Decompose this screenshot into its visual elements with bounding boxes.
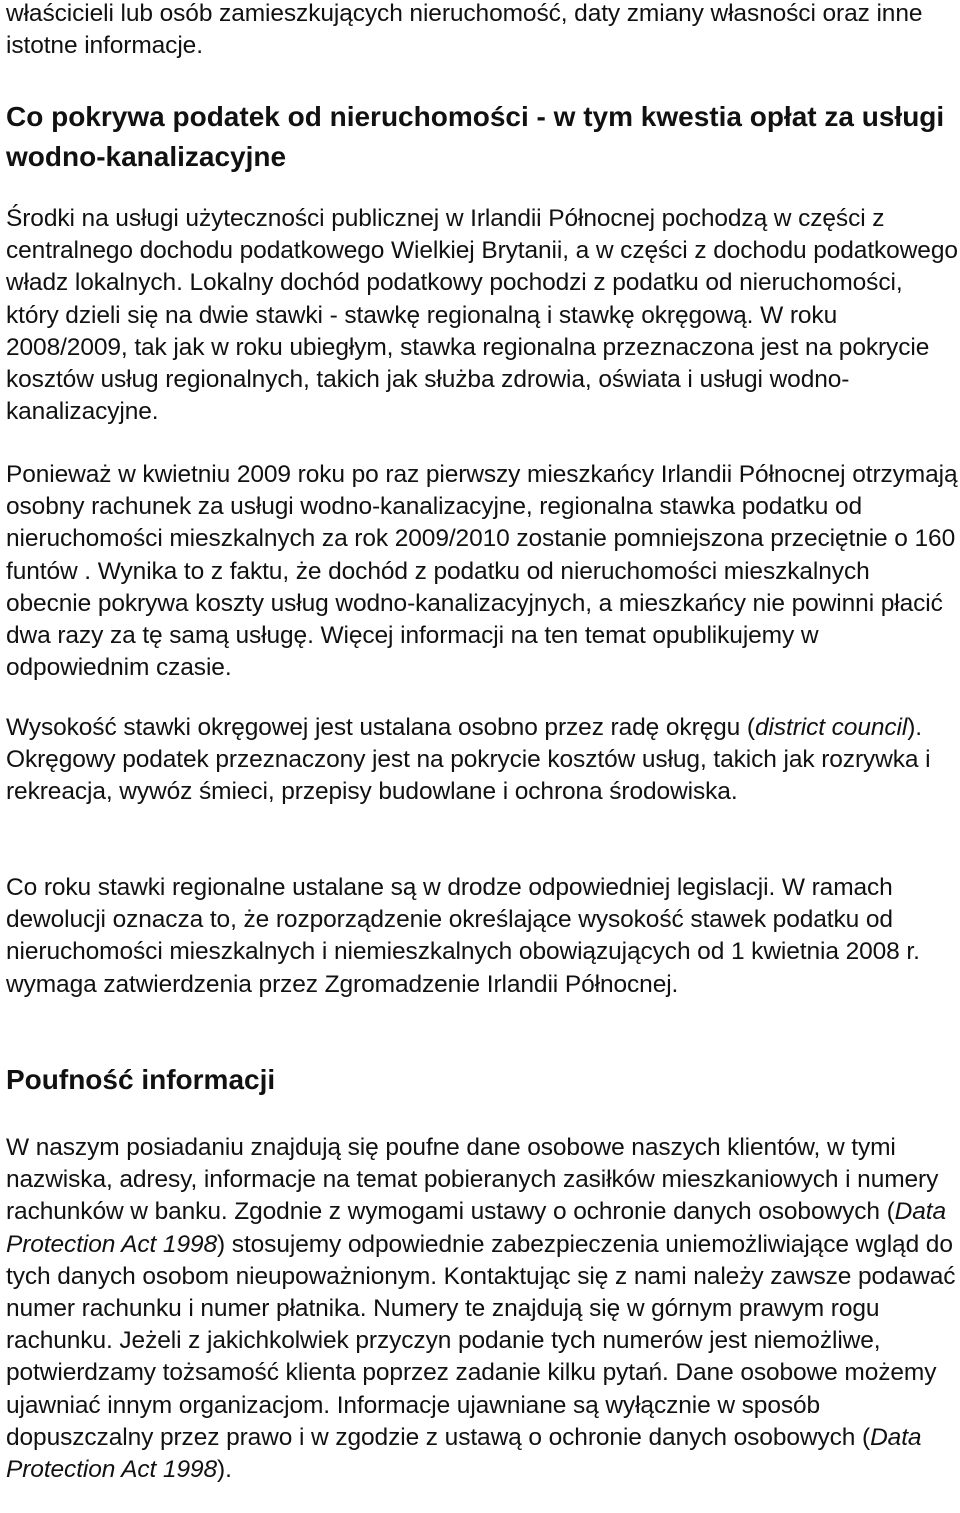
section-heading-property-tax-coverage: Co pokrywa podatek od nieruchomości - w tym kwestia opłat za usługi wodno-kanalizacyjne [6,101,945,172]
confidentiality-text-b: ) stosujemy odpowiednie zabezpieczenia uniemożliwiające wgląd do tych danych osobom nieupoważnionym. Kontaktując się z nami należy zawsze podawać numer rachunku i numer płatnika. Numery te znajdują się w górnym prawym rogu rachunku. Jeżeli z jakichkolwiek przyczyn podanie tych numerów jest niemożliwe, potwierdzamy tożsamość klienta poprzez zadanie kilku pytań. Dane osobowe możemy ujawniać innym organizacjom. Informacje ujawniane są wyłącznie w sposób dopuszczalny przez prawo i w zgodzie z ustawą o ochronie danych osobowych ( [6,1230,956,1451]
confidentiality-text-c: ). [217,1456,232,1484]
data-protection-act-italic-1: Data Protection Act 1998 [6,1198,947,1258]
paragraph-water-charges: Ponieważ w kwietniu 2009 roku po raz pierwszy mieszkańcy Irlandii Północnej otrzymają osobny rachunek za usługi wodno-kanalizacyjne, regionalna stawka podatku od nieruchomości mieszkalnych za rok 2009/2010 zostanie pomniejszona przeciętnie o 160 funtów . Wynika to z faktu, że dochód z podatku od nieruchomości mieszkalnych obecnie pokrywa koszty usług wodno-kanalizacyjnych, a mieszkańcy nie powinni płacić dwa razy za tę samą usługę. Więcej informacji na ten temat opublikujemy w odpowiednim czasie. [6,461,958,682]
district-rate-text-a: Wysokość stawki okręgowej jest ustalana osobno przez radę okręgu ( [6,714,755,741]
paragraph-confidentiality [6,1132,960,1486]
paragraph-district-rate [6,712,960,809]
section-heading-confidentiality: Poufność informacji [6,1064,276,1095]
intro-paragraph-tail: właścicieli lub osób zamieszkujących nieruchomość, daty zmiany własności oraz inne istotne informacje. [6,0,923,60]
confidentiality-text-a: W naszym posiadaniu znajdują się poufne dane osobowe naszych klientów, w tymi nazwiska, adresy, informacje na temat pobieranych zasiłków mieszkaniowych i numery rachunków w banku. Zgodnie z wymogami ustawy o ochronie danych osobowych ( [6,1134,939,1226]
data-protection-act-italic-2: Data Protection Act 1998 [6,1423,922,1484]
paragraph-public-services-funding: Środki na usługi użyteczności publicznej w Irlandii Północnej pochodzą w części z centralnego dochodu podatkowego Wielkiej Brytanii, a w części z dochodu podatkowego władz lokalnych. Lokalny dochód podatkowy pochodzi z podatku od nieruchomości, który dzieli się na dwie stawki - stawkę regionalną i stawkę okręgową. W roku 2008/2009, tak jak w roku ubiegłym, stawka regionalna przeznaczona jest na pokrycie kosztów usług regionalnych, takich jak służba zdrowia, oświata i usługi wodno-kanalizacyjne. [6,205,958,426]
district-rate-text-b: ). Okręgowy podatek przeznaczony jest na pokrycie kosztów usług, takich jak rozrywka i rekreacja, wywóz śmieci, przepisy budowlane i ochrona środowiska. [6,714,931,806]
paragraph-regional-rates-legislation: Co roku stawki regionalne ustalane są w drodze odpowiedniej legislacji. W ramach dewolucji oznacza to, że rozporządzenie określające wysokość stawek podatku od nieruchomości mieszkalnych i niemieszkalnych obowiązujących od 1 kwietnia 2008 r. wymaga zatwierdzenia przez Zgromadzenie Irlandii Północnej. [6,874,920,998]
district-council-italic: district council [754,714,908,741]
